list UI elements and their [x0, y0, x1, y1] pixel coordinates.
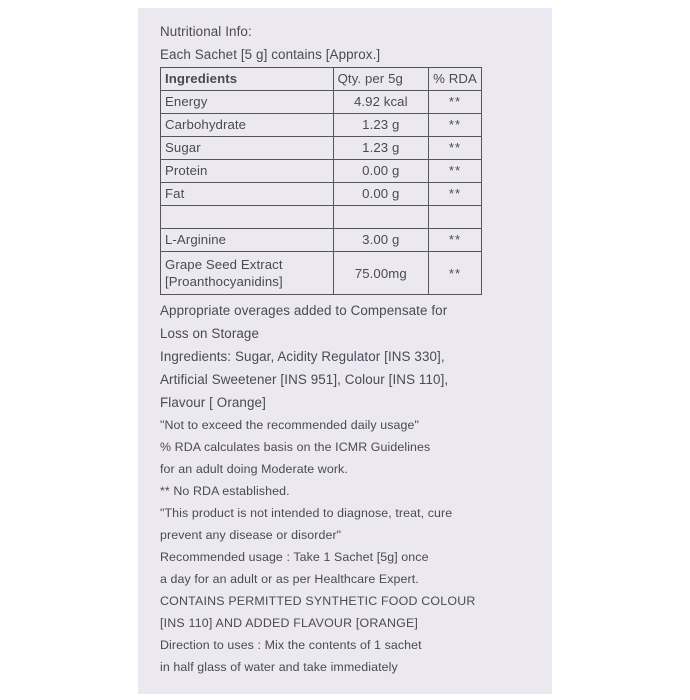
row-qty	[333, 206, 428, 229]
row-rda: **	[429, 137, 482, 160]
ingredients-line: Artificial Sweetener [INS 951], Colour [INS 110],	[160, 372, 449, 387]
nutrition-label	[160, 20, 520, 678]
row-name: Carbohydrate	[161, 114, 334, 137]
usage-line: a day for an adult or as per Healthcare Expert.	[160, 572, 419, 586]
row-qty: 1.23 g	[333, 137, 428, 160]
table-row	[161, 137, 482, 160]
note-line: % RDA calculates basis on the ICMR Guidelines	[160, 440, 431, 454]
usage-line: Recommended usage : Take 1 Sachet [5g] once	[160, 550, 429, 564]
table-row	[161, 114, 482, 137]
note-line: Appropriate overages added to Compensate for	[160, 303, 448, 318]
note-line: "Not to exceed the recommended daily usage"	[160, 418, 419, 432]
disclaimer-line: "This product is not intended to diagnose, treat, cure	[160, 506, 453, 520]
note-line: for an adult doing Moderate work.	[160, 462, 348, 476]
row-qty: 0.00 g	[333, 160, 428, 183]
direction-line: in half glass of water and take immediately	[160, 660, 398, 674]
row-name: Energy	[161, 91, 334, 114]
disclaimer-line: prevent any disease or disorder"	[160, 528, 342, 542]
row-qty: 1.23 g	[333, 114, 428, 137]
row-name: Fat	[161, 183, 334, 206]
row-rda: **	[429, 160, 482, 183]
table-row	[161, 160, 482, 183]
table-row	[161, 252, 482, 295]
row-rda: **	[429, 252, 482, 295]
row-name: L-Arginine	[161, 229, 334, 252]
header-qty: Qty. per 5g	[333, 68, 428, 91]
note-line: ** No RDA established.	[160, 484, 290, 498]
note-line: Loss on Storage	[160, 326, 260, 341]
row-rda: **	[429, 229, 482, 252]
row-name-cell	[161, 252, 334, 295]
colour-warning-line: [INS 110] AND ADDED FLAVOUR [ORANGE]	[160, 616, 419, 630]
direction-line: Direction to uses : Mix the contents of 1 sachet	[160, 638, 422, 652]
row-name-sub: [Proanthocyanidins]	[165, 274, 283, 289]
colour-warning-line: CONTAINS PERMITTED SYNTHETIC FOOD COLOUR	[160, 594, 476, 608]
table-row	[161, 183, 482, 206]
row-qty: 0.00 g	[333, 183, 428, 206]
header-rda: % RDA	[429, 68, 482, 91]
ingredients-line: Ingredients: Sugar, Acidity Regulator [INS 330],	[160, 349, 445, 364]
header-ingredients: Ingredients	[161, 68, 334, 91]
row-name: Protein	[161, 160, 334, 183]
row-qty: 3.00 g	[333, 229, 428, 252]
nutrition-title: Nutritional Info:	[160, 24, 252, 39]
nutrition-table	[160, 67, 482, 295]
table-row-empty	[161, 206, 482, 229]
ingredients-line: Flavour [ Orange]	[160, 395, 266, 410]
table-row	[161, 91, 482, 114]
table-header-row	[161, 68, 482, 91]
row-name: Sugar	[161, 137, 334, 160]
serving-info: Each Sachet [5 g] contains [Approx.]	[160, 47, 381, 62]
row-rda: **	[429, 91, 482, 114]
row-name	[161, 206, 334, 229]
row-qty: 4.92 kcal	[333, 91, 428, 114]
row-qty: 75.00mg	[333, 252, 428, 295]
row-name: Grape Seed Extract	[165, 257, 283, 272]
row-rda: **	[429, 114, 482, 137]
table-row	[161, 229, 482, 252]
row-rda: **	[429, 183, 482, 206]
row-rda	[429, 206, 482, 229]
